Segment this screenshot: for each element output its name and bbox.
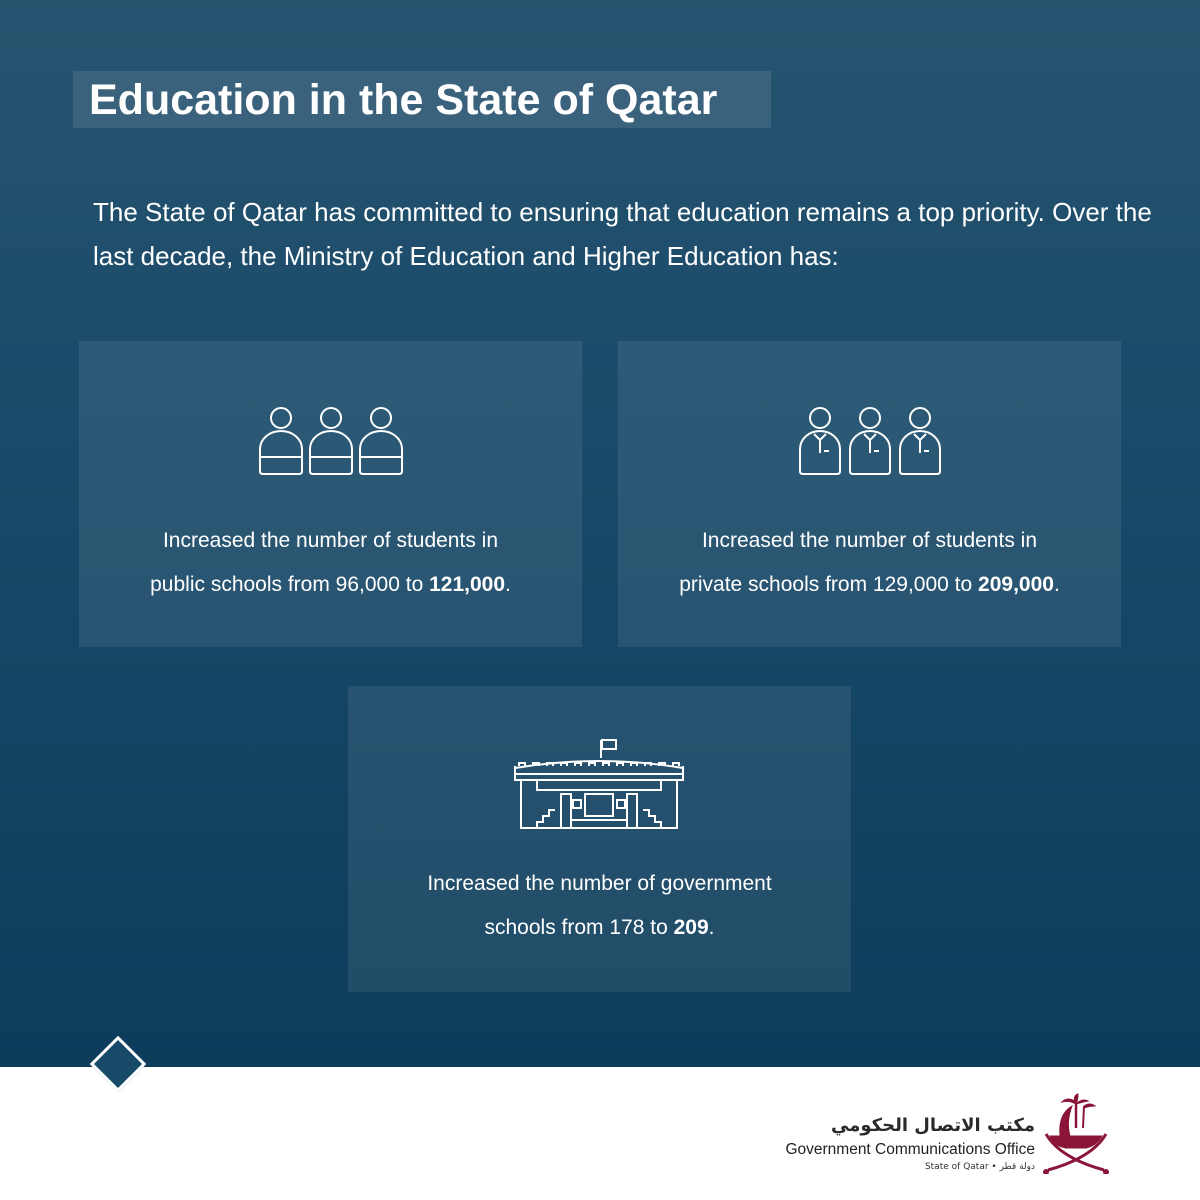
card-line1: Increased the number of students in (162, 529, 499, 552)
private-schools-card (618, 341, 1121, 647)
public-schools-text (99, 519, 562, 607)
page-title: Education in the State of Qatar (89, 76, 718, 124)
private-schools-text (638, 519, 1101, 607)
card-line1: Increased the number of government (427, 872, 772, 895)
card-highlight: 121,000 (429, 573, 506, 596)
card-highlight: 209,000 (978, 573, 1054, 596)
government-schools-card (348, 686, 851, 992)
card-suffix: . (505, 573, 511, 596)
card-highlight: 209 (673, 916, 709, 939)
private-students-icon (795, 405, 945, 481)
card-line2: public schools from 96,000 to (150, 573, 430, 596)
card-suffix: . (1053, 573, 1060, 596)
card-suffix: . (708, 916, 715, 939)
qatar-emblem-icon (1038, 1092, 1114, 1174)
intro-text: The State of Qatar has committed to ensuring that education remains a top priority. Over the last decade, the Ministry of Education and Higher Education has: (93, 197, 1152, 271)
card-line1: Increased the number of students in (701, 529, 1038, 552)
public-students-icon (256, 405, 406, 481)
card-line2: schools from 178 to (484, 916, 674, 939)
card-line2: private schools from 129,000 to (679, 573, 979, 596)
logo-english-text: Government Communications Office (785, 1141, 1035, 1158)
logo-arabic-text: مكتب الاتصال الحكومي (830, 1115, 1035, 1136)
public-schools-card (79, 341, 582, 647)
government-schools-text (368, 862, 831, 950)
school-building-icon (509, 736, 689, 832)
logo-subtitle-text: State of Qatar • دولة قطر (924, 1162, 1035, 1172)
